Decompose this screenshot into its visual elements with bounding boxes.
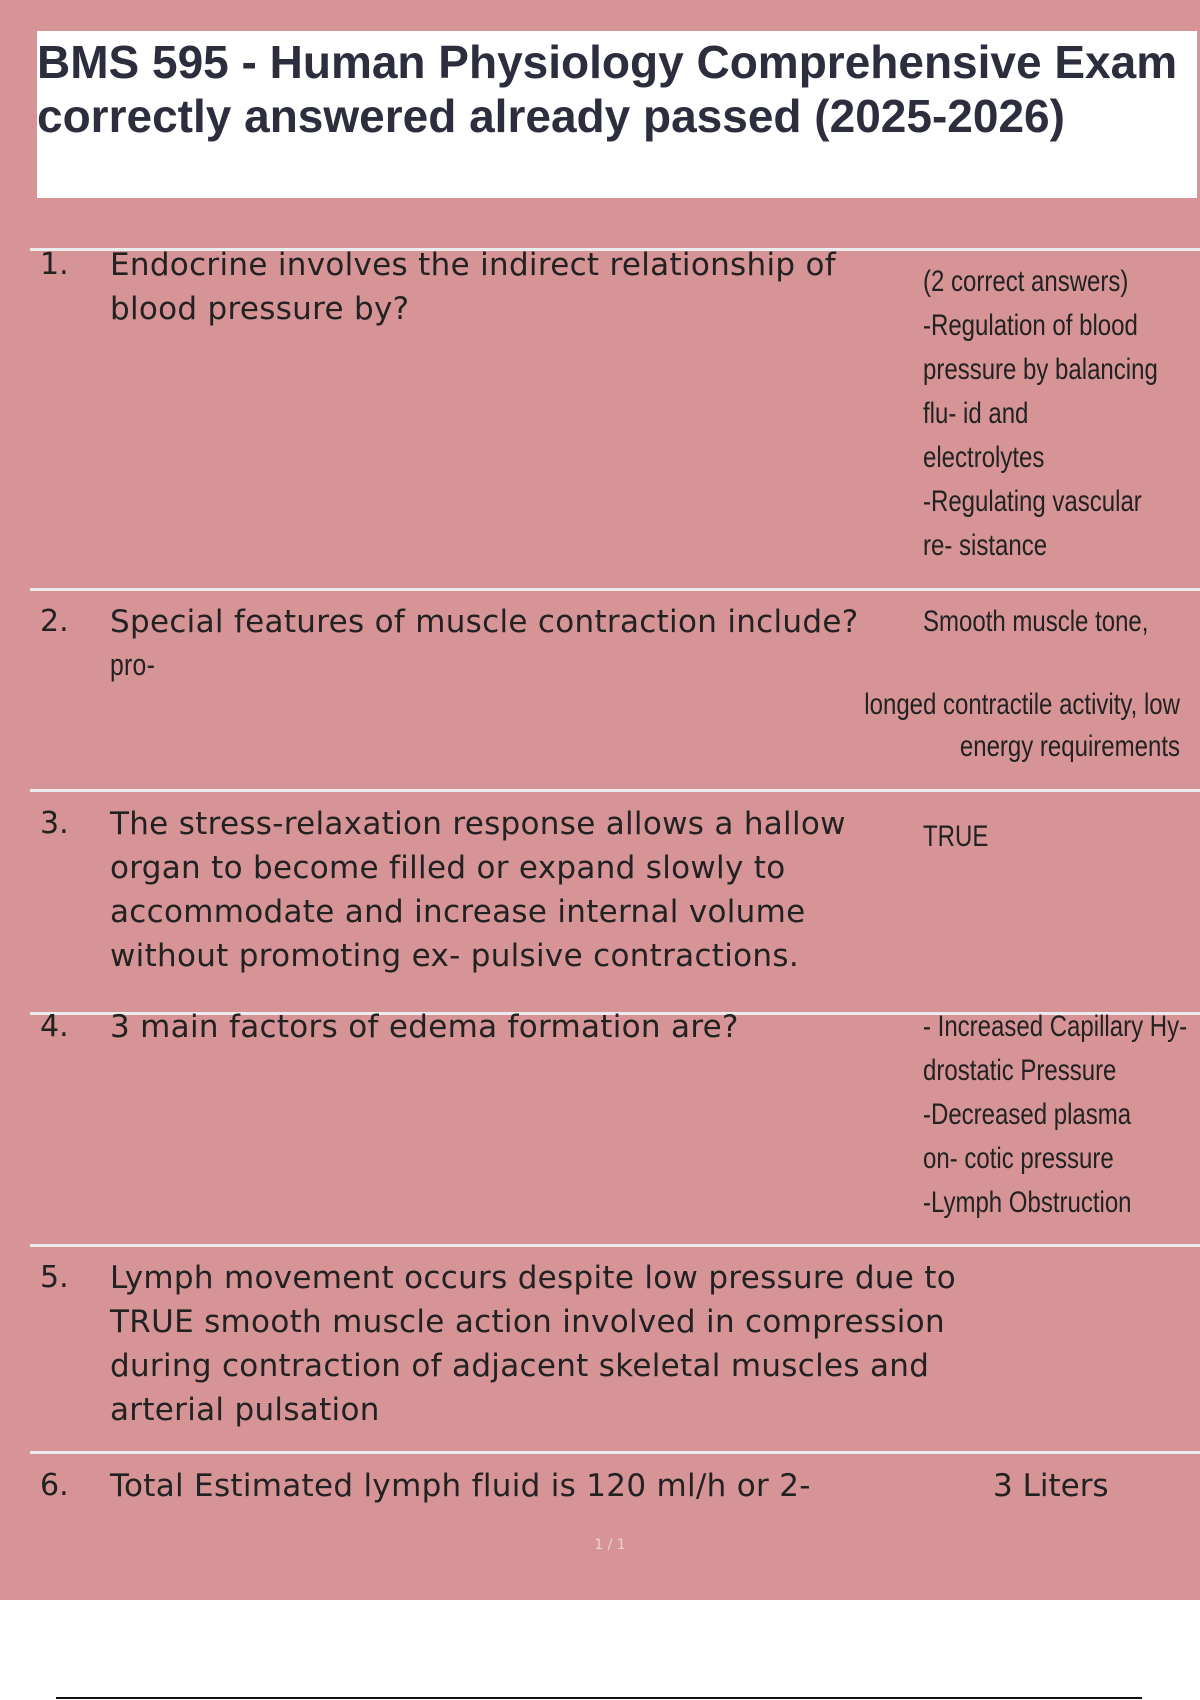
item-number: 2.	[40, 604, 69, 639]
answer-continuation: longed contractile activity, low energy requirements	[864, 688, 1180, 763]
page-number: 1 / 1	[594, 1537, 626, 1553]
item-number: 6.	[40, 1468, 69, 1503]
question-text: The stress-relaxation response allows a hallow organ to become filled or expand slowly to accommodate and increase internal volume without promoting ex- pulsive contractions.	[110, 806, 846, 974]
question-text: Total Estimated lymph fluid is 120 ml/h or 2-	[110, 1468, 811, 1504]
answer-text: 3 Liters	[993, 1468, 1109, 1504]
answer-text: (2 correct answers) -Regulation of blood pressure by balancing flu- id and electrolytes -Regulating vascular re- sistance	[923, 265, 1158, 562]
question-text: Lymph movement occurs despite low pressure due to TRUE smooth muscle action involved in compression during contraction of adjacent skeletal muscles and arterial pulsation	[110, 1260, 956, 1428]
answer-text: Smooth muscle tone,	[923, 605, 1149, 638]
item-number: 4.	[40, 1009, 69, 1044]
question-text: Special features of muscle contraction include?	[110, 604, 859, 640]
document-title: BMS 595 - Human Physiology Comprehensive Exam correctly answered already passed (2025-2026)	[37, 36, 1178, 142]
footer-rule	[56, 1697, 1142, 1699]
divider	[30, 789, 1200, 792]
title-box	[37, 31, 1197, 198]
divider	[30, 1451, 1200, 1454]
item-number: 5.	[40, 1260, 69, 1295]
answer-text: - Increased Capillary Hy- drostatic Pressure -Decreased plasma on- cotic pressure -Lymph Obstruction	[923, 1010, 1188, 1219]
answer-text: TRUE	[923, 820, 989, 853]
item-number: 3.	[40, 806, 69, 841]
divider	[30, 588, 1200, 591]
item-number: 1.	[40, 247, 69, 282]
question-text: 3 main factors of edema formation are?	[110, 1009, 739, 1045]
question-continuation: pro-	[110, 647, 156, 682]
divider	[30, 1244, 1200, 1247]
question-text: Endocrine involves the indirect relationship of blood pressure by?	[110, 247, 836, 327]
